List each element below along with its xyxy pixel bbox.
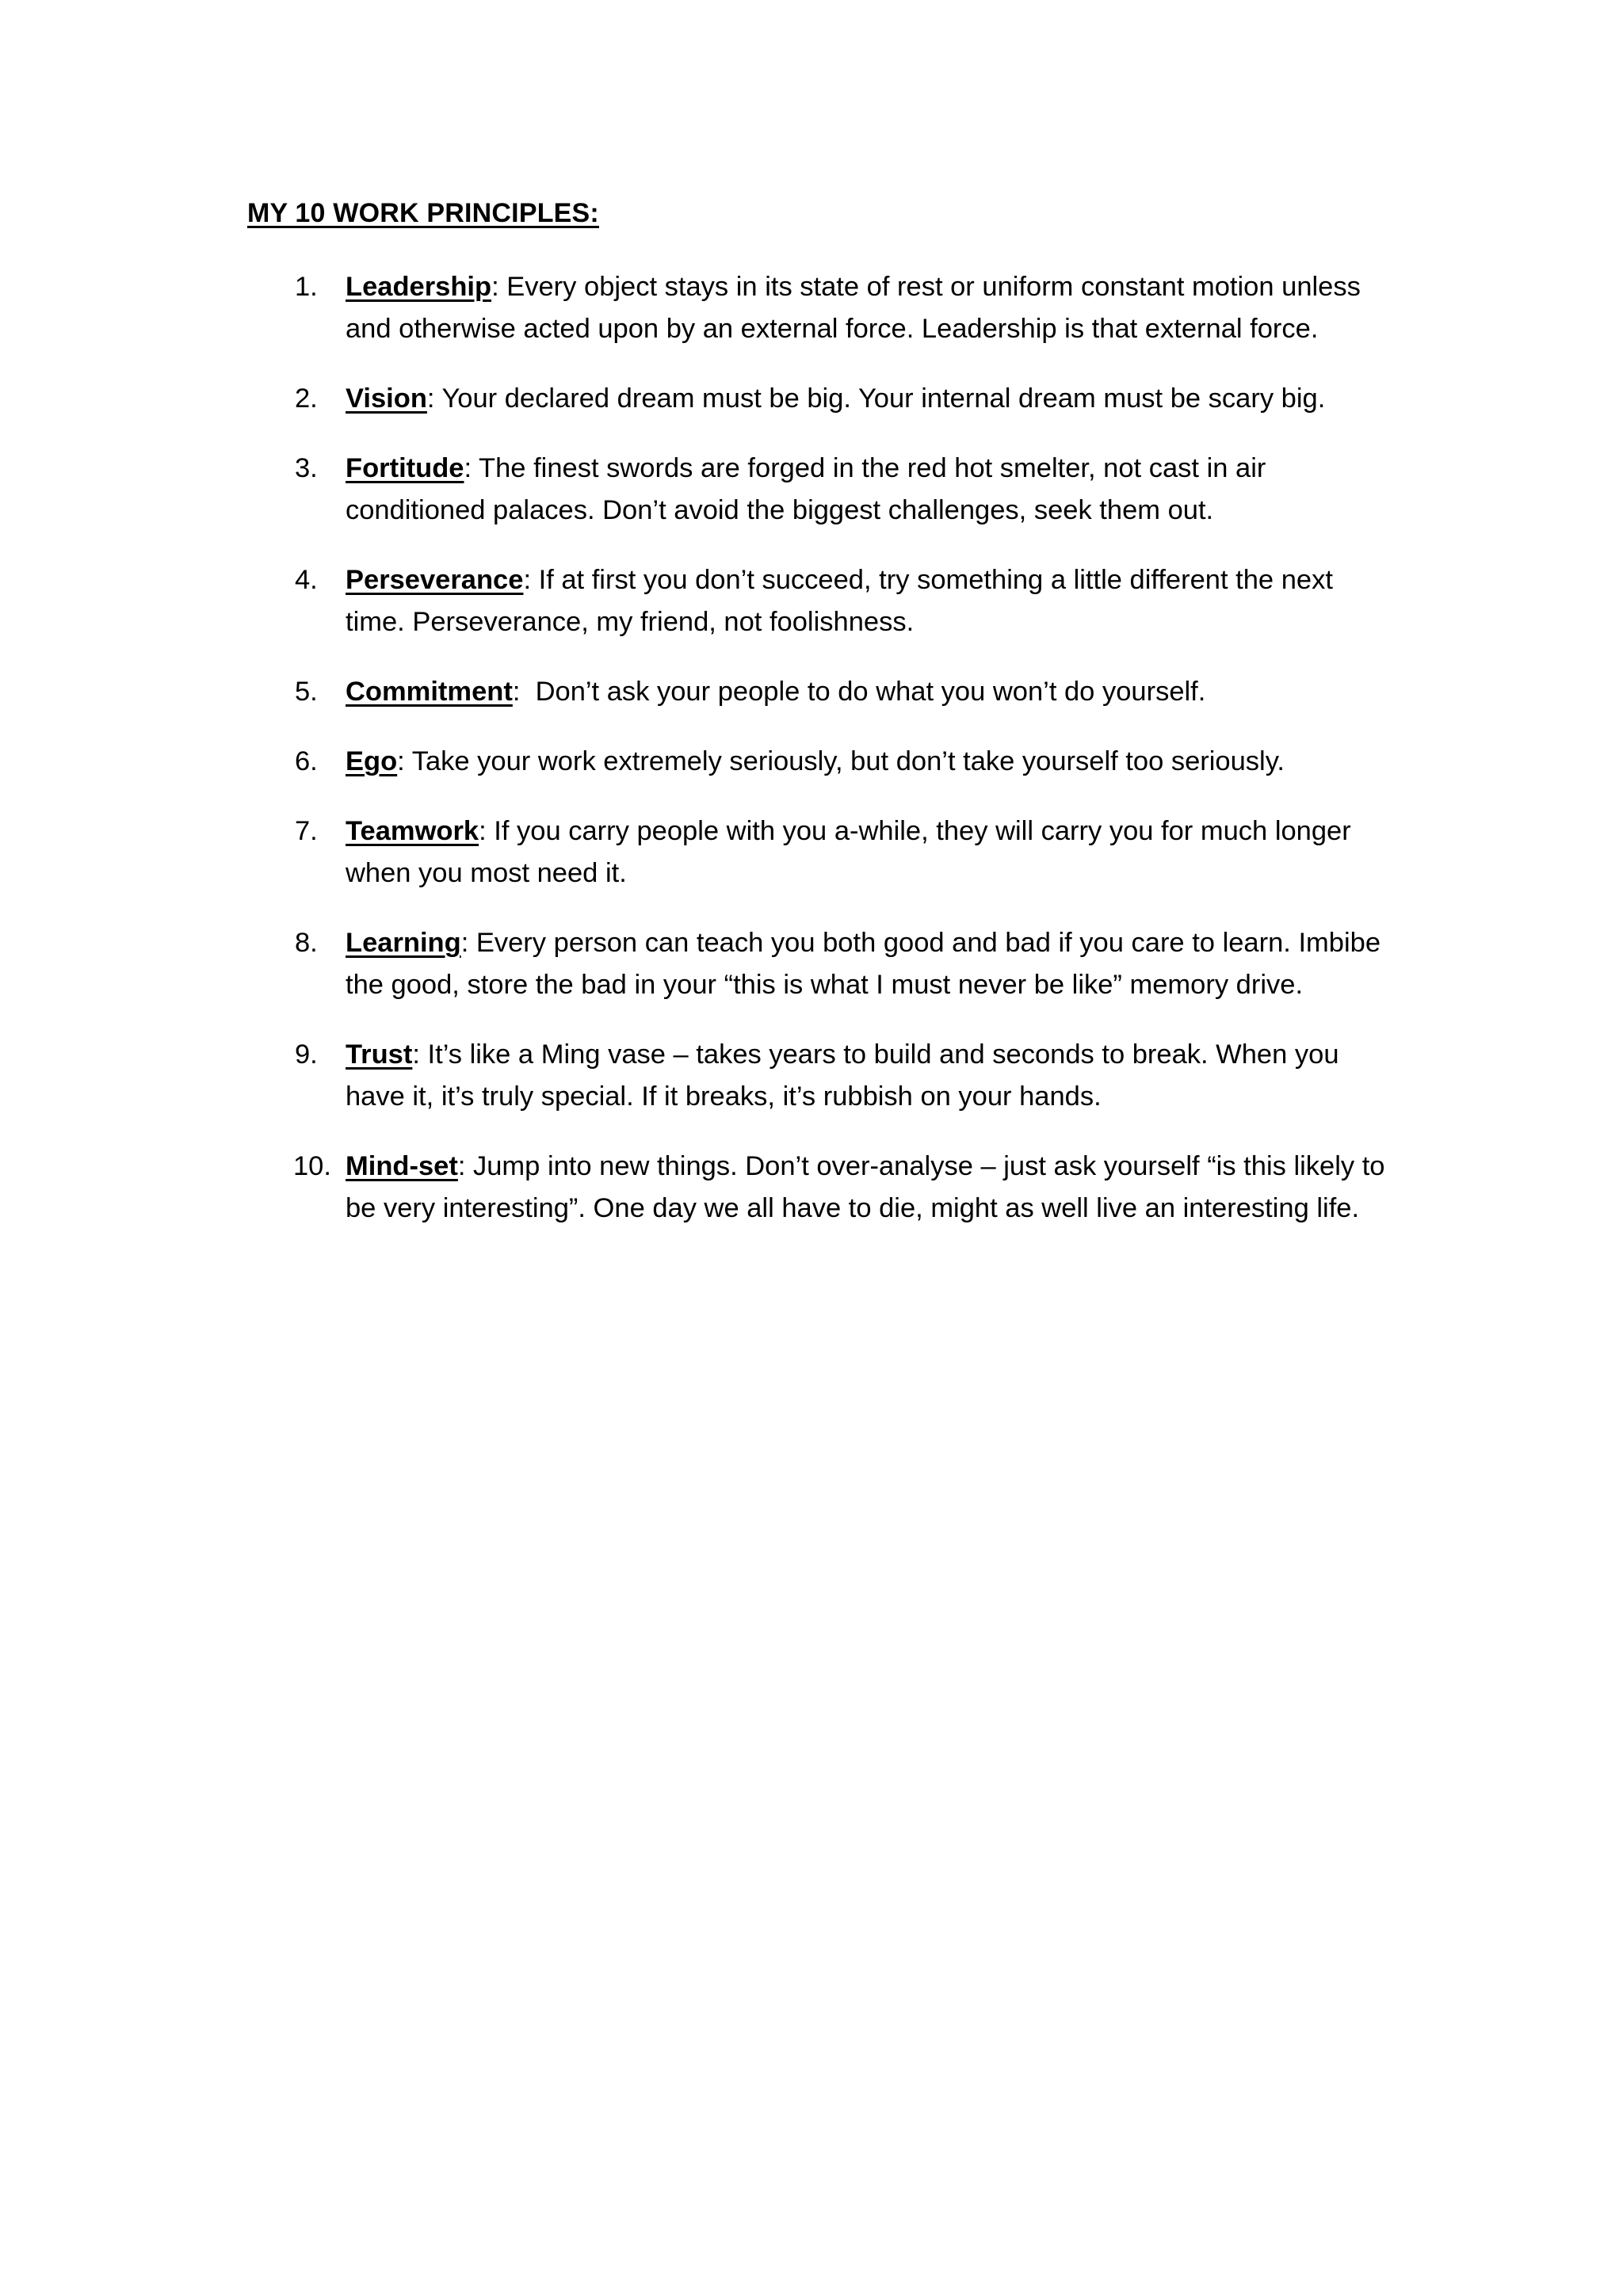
item-text: : Every person can teach you both good and bad if you care to learn. Imbibe the good, store the bad in your “this is what I must never be like” memory drive. (346, 928, 1381, 1000)
list-item (295, 741, 1392, 783)
list-item (295, 378, 1392, 420)
item-text: : If you carry people with you a-while, they will carry you for much longer when you most need it. (346, 816, 1351, 888)
list-item (295, 1146, 1392, 1230)
list-item (295, 559, 1392, 643)
item-term: Commitment (346, 677, 513, 707)
item-text: : Jump into new things. Don’t over-analyse – just ask yourself “is this likely to be very interesting”. One day we all have to die, might as well live an interesting life. (346, 1151, 1385, 1223)
list-item (295, 1034, 1392, 1118)
item-term: Ego (346, 746, 398, 776)
document-title: MY 10 WORK PRINCIPLES: (247, 198, 599, 228)
list-item (295, 266, 1392, 350)
item-number: 8. (295, 928, 318, 958)
list-item (295, 671, 1392, 713)
item-number: 6. (295, 746, 318, 776)
item-number: 10. (293, 1151, 331, 1181)
item-term: Fortitude (346, 453, 464, 483)
list-item (295, 810, 1392, 894)
item-term: Vision (346, 383, 427, 414)
item-term: Teamwork (346, 816, 479, 846)
item-number: 5. (295, 677, 318, 707)
list-item (295, 448, 1392, 532)
item-number: 2. (295, 383, 318, 414)
item-term: Perseverance (346, 565, 524, 595)
item-text: : It’s like a Ming vase – takes years to build and seconds to break. When you have it, it’s truly special. If it breaks, it’s rubbish on your hands. (346, 1039, 1339, 1112)
item-number: 3. (295, 453, 318, 483)
item-number: 7. (295, 816, 318, 846)
principles-list (295, 266, 1392, 1257)
item-text: : Take your work extremely seriously, but don’t take yourself too seriously. (397, 746, 1285, 776)
item-text: : If at first you don’t succeed, try something a little different the next time. Perseverance, my friend, not foolishness. (346, 565, 1333, 637)
item-text: : The finest swords are forged in the red hot smelter, not cast in air conditioned palaces. Don’t avoid the biggest challenges, seek them out. (346, 453, 1266, 525)
item-number: 9. (295, 1039, 318, 1070)
item-term: Mind-set (346, 1151, 458, 1181)
item-term: Trust (346, 1039, 413, 1070)
item-term: Leadership (346, 272, 492, 302)
item-text: : Every object stays in its state of rest or uniform constant motion unless and otherwise acted upon by an external force. Leadership is that external force. (346, 272, 1361, 344)
item-text: : Don’t ask your people to do what you won’t do yourself. (512, 677, 1206, 707)
item-text: : Your declared dream must be big. Your internal dream must be scary big. (426, 383, 1326, 414)
item-term: Learning (346, 928, 461, 958)
item-number: 4. (295, 565, 318, 595)
item-number: 1. (295, 272, 318, 302)
list-item (295, 922, 1392, 1006)
